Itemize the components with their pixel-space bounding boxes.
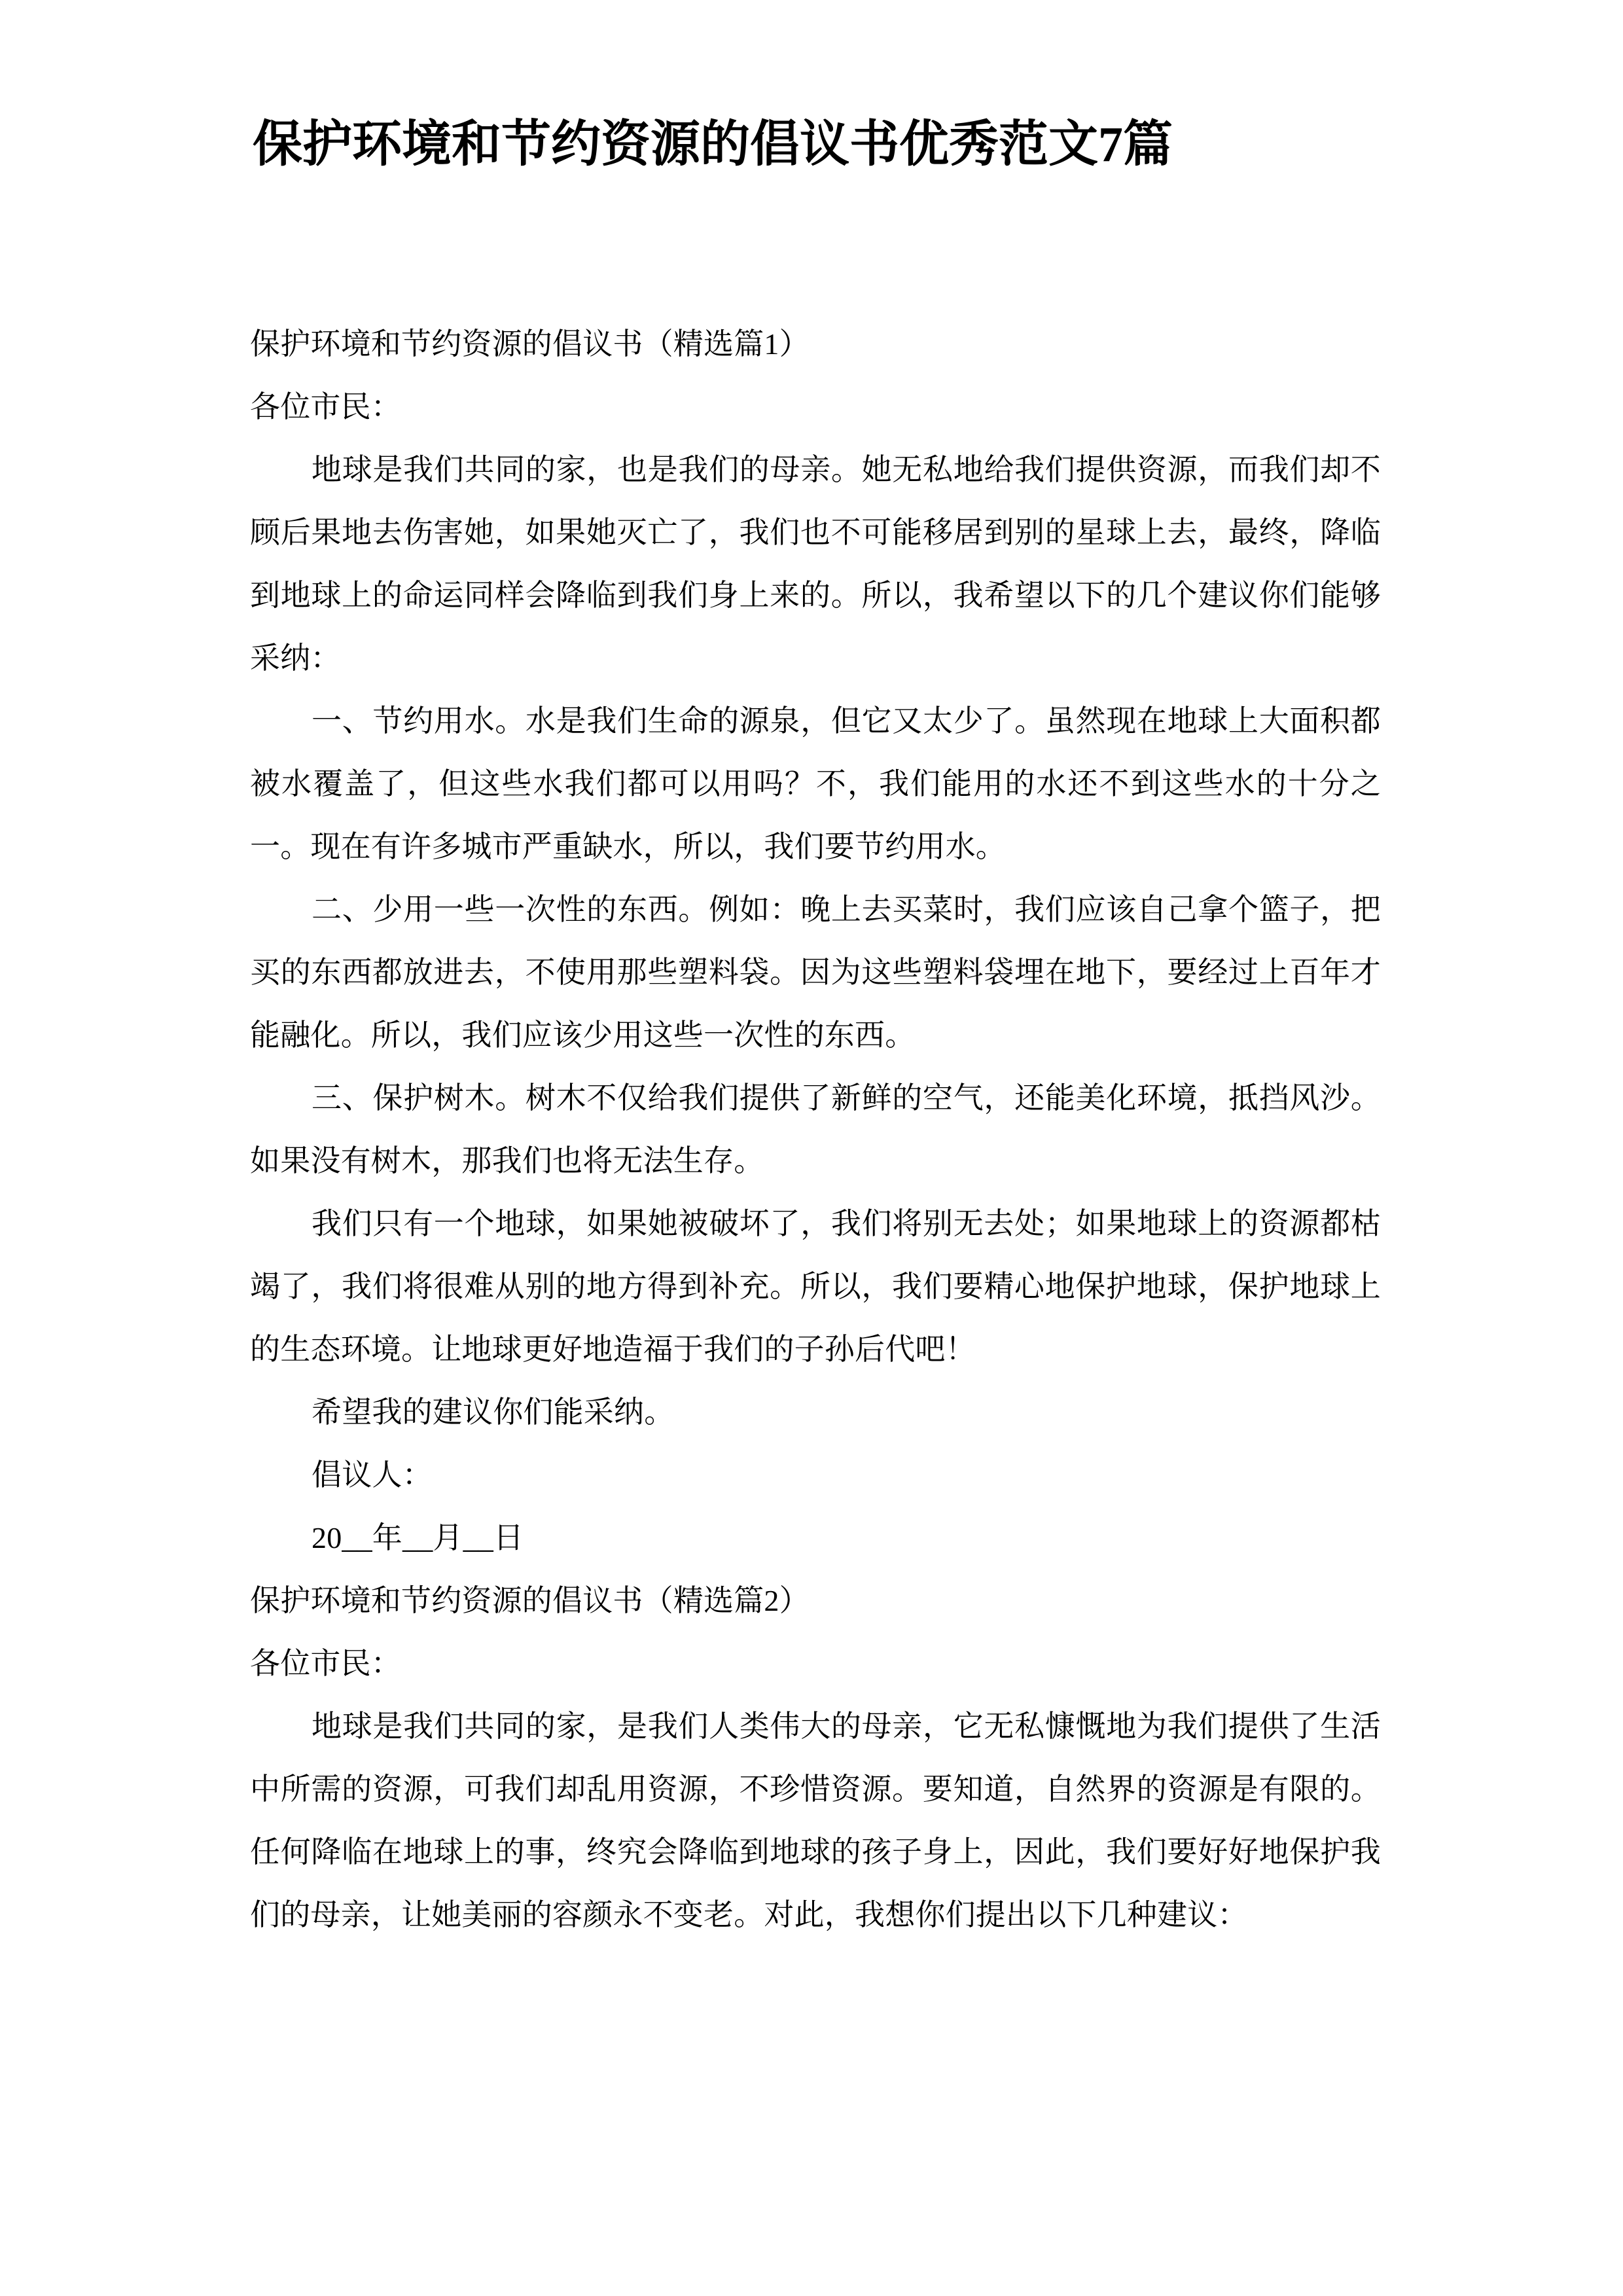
paragraph: 地球是我们共同的家，也是我们的母亲。她无私地给我们提供资源，而我们却不顾后果地去伤害她，如果她灭亡了，我们也不可能移居到别的星球上去，最终，降临到地球上的命运同样会降临到我们身上来的。所以，我希望以下的几个建议你们能够采纳： — [250, 453, 1381, 675]
paragraph: 地球是我们共同的家，是我们人类伟大的母亲，它无私慷慨地为我们提供了生活中所需的资源，可我们却乱用资源，不珍惜资源。要知道，自然界的资源是有限的。任何降临在地球上的事，终究会降临到地球的孩子身上，因此，我们要好好地保护我们的母亲，让她美丽的容颜永不变老。对此，我想你们提出以下几种建议： — [250, 1710, 1381, 1931]
date-line: 20__年__月__日 — [312, 1521, 524, 1554]
paragraph: 三、保护树木。树木不仅给我们提供了新鲜的空气，还能美化环境，抵挡风沙。如果没有树木，那我们也将无法生存。 — [250, 1081, 1381, 1177]
document-body — [250, 313, 1381, 1946]
page-title: 保护环境和节约资源的倡议书优秀范文7篇 — [253, 117, 1173, 172]
paragraph: 希望我的建议你们能采纳。 — [312, 1395, 675, 1429]
section-salutation-1: 各位市民： — [250, 390, 401, 423]
section-heading-2: 保护环境和节约资源的倡议书（精选篇2） — [250, 1584, 810, 1617]
section-salutation-2: 各位市民： — [250, 1647, 401, 1680]
signature-line: 倡议人： — [312, 1458, 433, 1492]
paragraph: 我们只有一个地球，如果她被破坏了，我们将别无去处；如果地球上的资源都枯竭了，我们将很难从别的地方得到补充。所以，我们要精心地保护地球，保护地球上的生态环境。让地球更好地造福于我们的子孙后代吧！ — [250, 1207, 1381, 1366]
paragraph: 二、少用一些一次性的东西。例如：晚上去买菜时，我们应该自己拿个篮子，把买的东西都放进去，不使用那些塑料袋。因为这些塑料袋埋在地下，要经过上百年才能融化。所以，我们应该少用这些一次性的东西。 — [250, 893, 1381, 1052]
paragraph: 一、节约用水。水是我们生命的源泉，但它又太少了。虽然现在地球上大面积都被水覆盖了，但这些水我们都可以用吗？不，我们能用的水还不到这些水的十分之一。现在有许多城市严重缺水，所以，我们要节约用水。 — [250, 704, 1381, 863]
section-heading-1: 保护环境和节约资源的倡议书（精选篇1） — [250, 327, 810, 361]
